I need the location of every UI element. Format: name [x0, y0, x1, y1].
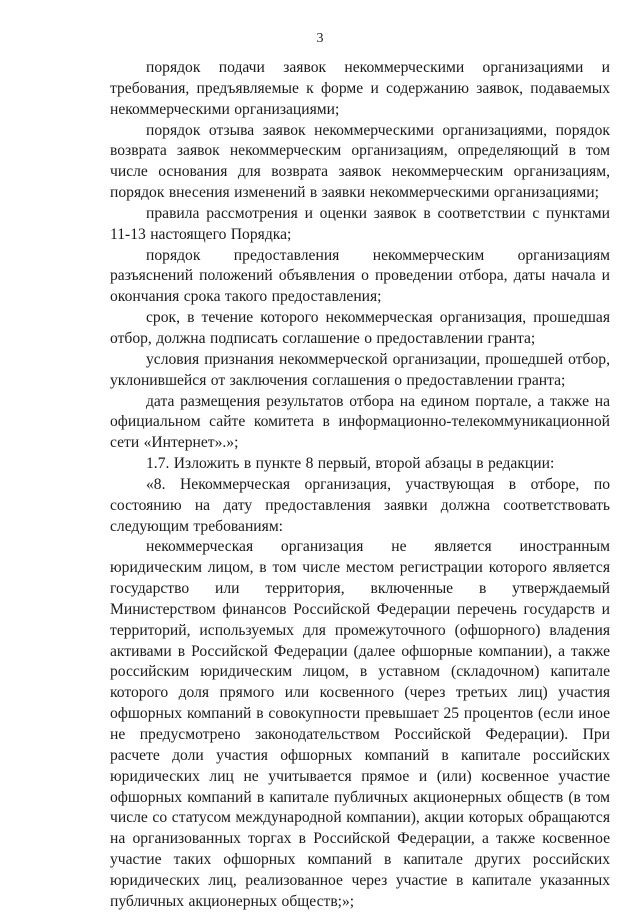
paragraph-offshore-requirement: некоммерческая организация не является иностранным юридическим лицом, в том числе местом регистрации которого является государство или территория, включенные в утверждаемый Министерством финансов Российской Федерации перечень государств и территорий, используемых для промежуточного (офшорного) владения активами в Российской Федерации (далее офшорные компании), а также российским юридическим лицом, в уставном (складочном) капитале которого доля прямого или косвенного (через третьих лиц) участия офшорных компаний в совокупности превышает 25 процентов (если иное не предусмотрено законодательством Российской Федерации). При расчете доли участия офшорных компаний в капитале российских юридических лиц не учитывается прямое и (или) косвенное участие офшорных компаний в капитале публичных акционерных обществ (в том числе со статусом международной компании), акции которых обращаются на организованных торгах в Российской Федерации, а также косвенное участие таких офшорных компаний в капитале других российских юридических лиц, реализованное через участие в капитале указанных публичных акционерных обществ;»;	[110, 538, 610, 910]
page-number: 3	[316, 31, 324, 46]
paragraph-amendment-1-7: 1.7. Изложить в пункте 8 первый, второй абзацы в редакции:	[146, 455, 555, 473]
paragraph-review-rules: правила рассмотрения и оценки заявок в соответствии с пунктами 11-13 настоящего Порядка;	[110, 204, 610, 243]
paragraph-results-publication: дата размещения результатов отбора на едином портале, а также на официальном сайте комитета в информационно-телекоммуникационной сети «Интернет».»;	[110, 392, 610, 452]
paragraph-application-submission: порядок подачи заявок некоммерческими организациями и требования, предъявляемые к форме и содержанию заявок, подаваемых некоммерческими организациями;	[110, 59, 610, 118]
paragraph-agreement-deadline: срок, в течение которого некоммерческая организация, прошедшая отбор, должна подписать соглашение о предоставлении гранта;	[110, 309, 610, 347]
paragraph-application-withdrawal: порядок отзыва заявок некоммерческими организациями, порядок возврата заявок некоммерческим организациям, определяющий в том числе основания для возврата заявок некоммерческим организациям, порядок внесения изменений в заявки некоммерческими организациями;	[110, 121, 610, 202]
document-body	[110, 58, 610, 913]
paragraph-clarifications: порядок предоставления некоммерческим организациям разъяснений положений объявления о проведении отбора, даты начала и окончания срока такого предоставления;	[110, 246, 610, 306]
paragraph-evasion-conditions: условия признания некоммерческой организации, прошедшей отбор, уклонившейся от заключения соглашения о предоставлении гранта;	[110, 350, 610, 389]
paragraph-point-8: «8. Некоммерческая организация, участвующая в отборе, по состоянию на дату предоставления заявки должна соответствовать следующим требованиям:	[110, 475, 610, 535]
